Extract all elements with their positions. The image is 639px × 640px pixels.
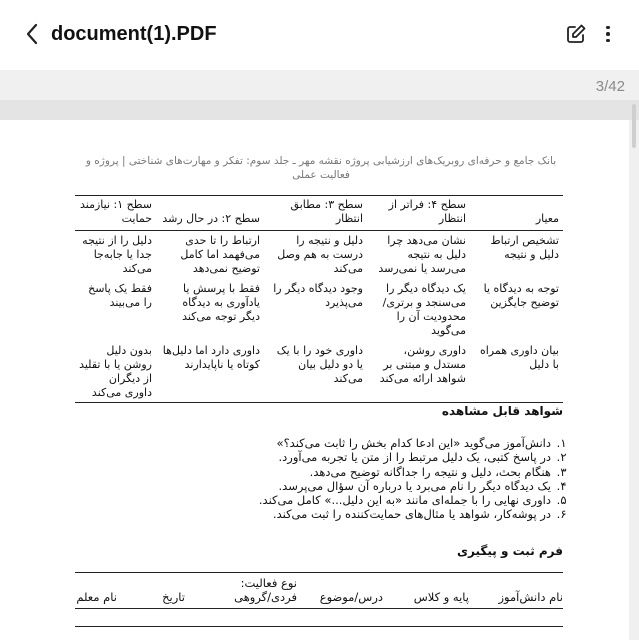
page-indicator: 3/42 [595, 78, 625, 95]
table-cell: بدون دلیل روشن یا با تقلید از دیگران داوری می‌کند [75, 340, 156, 403]
page-header: بانک جامع و حرفه‌ای روبریک‌های ارزشیابی پروژه نقشه مهر ـ جلد سوم: تفکر و مهارت‌های شناختی | پروژه و فعالیت عملی [85, 155, 557, 181]
table-cell: توجه به دیدگاه یا توضیح جایگزین [483, 282, 559, 309]
table-cell: فقط با پرسش یا یادآوری به دیدگاه دیگر توجه می‌کند [182, 282, 260, 323]
list-item: 6. در پوشه‌کار، شواهد یا مثال‌های حمایت‌کننده را ثبت می‌کند. [253, 507, 553, 521]
edit-button[interactable] [564, 22, 588, 46]
form-heading: فرم ثبت و پیگیری [457, 544, 563, 558]
document-title: document(1).PDF [51, 23, 217, 45]
table-row [75, 231, 563, 279]
table-cell: وجود دیدگاه دیگر را می‌پذیرد [273, 282, 363, 309]
form-column-label: پایه و کلاس [413, 590, 469, 604]
table-cell: فقط یک پاسخ را می‌بیند [88, 282, 152, 309]
list-item: 1. دانش‌آموز می‌گوید «این ادعا کدام بخش را ثابت می‌کند؟» [253, 436, 553, 450]
edit-icon [564, 22, 588, 46]
form-column-label: نوع فعالیت: فردی/گروهی [234, 576, 297, 604]
scroll-thumb[interactable] [632, 104, 636, 148]
table-cell: بیان داوری همراه با دلیل [470, 340, 563, 403]
more-vertical-icon [606, 26, 610, 30]
list-item: 3. هنگام بحث، دلیل و نتیجه را جداگانه توضیح می‌دهد. [253, 465, 553, 479]
form-column-label: درس/موضوع [319, 590, 383, 604]
table-cell: نشان می‌دهد چرا دلیل به نتیجه می‌رسد یا نمی‌رسد [378, 234, 466, 275]
column-header: معیار [470, 196, 563, 231]
form-column-label: نام معلم [76, 590, 117, 604]
table-row [75, 340, 563, 403]
evidence-list [253, 436, 571, 522]
table-cell: تشخیص ارتباط دلیل و نتیجه [490, 234, 559, 261]
evidence-heading: شواهد قابل مشاهده [441, 404, 563, 418]
table-cell: داوری دارد اما دلیل‌ها کوتاه یا ناپایدارند [156, 340, 264, 403]
rubric-table [75, 195, 563, 403]
form-header-rule [75, 608, 563, 609]
table-row [75, 278, 563, 340]
column-header: سطح ۱: نیازمند حمایت [75, 196, 156, 231]
app-toolbar [0, 0, 639, 70]
table-cell: داوری خود را با یک یا دو دلیل بیان می‌کند [264, 340, 367, 403]
table-cell: دلیل و نتیجه را درست به هم وصل می‌کند [277, 234, 363, 275]
list-item: 5. داوری نهایی را با جمله‌ای مانند «به این دلیل...» کامل می‌کند. [253, 493, 553, 507]
form-row-rule [75, 626, 563, 627]
more-options-button[interactable] [598, 22, 618, 46]
column-header: سطح ۲: در حال رشد [156, 196, 264, 231]
list-item: 2. در پاسخ کتبی، یک دلیل مرتبط را از متن یا تجربه می‌آورد. [253, 450, 553, 464]
form-column-label: نام دانش‌آموز [498, 590, 563, 604]
table-cell: ارتباط را تا حدی می‌فهمد اما کامل توضیح نمی‌دهد [180, 234, 260, 275]
back-arrow-icon [25, 23, 39, 45]
table-header-row [75, 196, 563, 231]
table-cell: داوری روشن، مستدل و مبتنی بر شواهد ارائه می‌کند [367, 340, 470, 403]
list-item: 4. یک دیدگاه دیگر را نام می‌برد یا درباره آن سؤال می‌پرسد. [253, 479, 553, 493]
page-gap [0, 100, 639, 120]
form-column-label: تاریخ [162, 590, 185, 604]
table-cell: یک دیدگاه دیگر را می‌سنجد و برتری/محدودیت آن را می‌گوید [382, 282, 466, 337]
table-cell: دلیل را از نتیجه جدا یا جابه‌جا می‌کند [82, 234, 152, 275]
back-button[interactable] [20, 20, 44, 48]
column-header: سطح ۳: مطابق انتظار [264, 196, 367, 231]
pdf-page [0, 120, 629, 640]
column-header: سطح ۴: فراتر از انتظار [367, 196, 470, 231]
form-top-rule [75, 572, 563, 573]
